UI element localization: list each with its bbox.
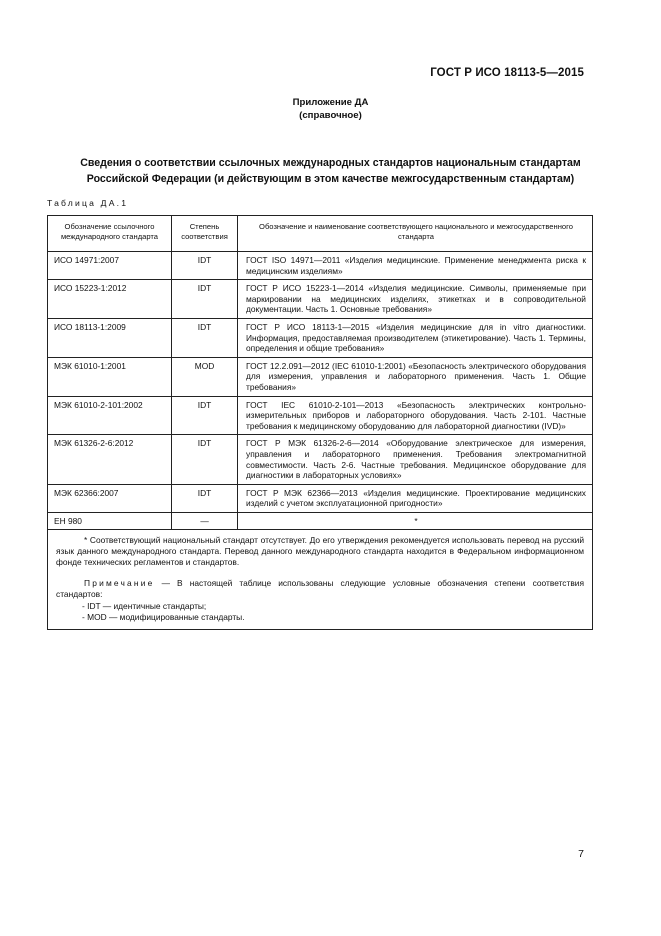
cell-reference: МЭК 61010-2-101:2002 [48,397,172,435]
table-notes [48,529,592,629]
cell-reference: ИСО 14971:2007 [48,252,172,279]
table-row [48,318,592,357]
note-list [56,601,584,623]
table-row [48,396,592,435]
cell-degree: IDT [172,397,238,435]
section-title [45,155,616,187]
note-item-idt: - IDT — идентичные стандарты; [82,601,207,612]
appendix-heading [0,96,661,122]
cell-national: ГОСТ ISO 14971—2011 «Изделия медицинские. Применение менеджмента риска к медицинским изделиям» [246,255,586,276]
cell-national: ГОСТ Р ИСО 15223-1—2014 «Изделия медицинские. Символы, применяемые при маркировании на медицинских изделиях, этикетках и в сопроводительной документации. Часть 1. Основные требования» [246,283,586,315]
table-row [48,279,592,318]
document-code: ГОСТ Р ИСО 18113-5—2015 [430,67,584,79]
header-degree: Степень соответствия [172,216,238,251]
cell-degree: MOD [172,358,238,396]
note-label: Примечание [84,578,155,589]
section-title-line-2: Российской Федерации (и действующим в этом качестве межгосударственным стандартам) [86,173,575,185]
cell-reference: ЕН 980 [48,513,172,530]
cell-national: ГОСТ Р МЭК 62366—2013 «Изделия медицинские. Проектирование медицинских изделий с учетом эксплуатационной пригодности» [246,487,586,509]
table-row [48,357,592,396]
cell-national: ГОСТ Р МЭК 61326-2-6—2014 «Оборудование электрическое для измерения, управления и лабораторного применения. Требования электромагнитной совместимости. Часть 2-6. Частные требования. Медицинское оборудование для диагностики в лабораторных условиях» [246,438,586,481]
cell-degree: IDT [172,485,238,512]
cell-reference: МЭК 61326-2-6:2012 [48,435,172,483]
note-text: — В настоящей таблице использованы следующие условные обозначения степени соответствия стандартов: [56,578,584,600]
header-national-standard: Обозначение и наименование соответствующего национального и межгосударственного стандарта [259,222,573,242]
table-caption: Таблица ДА.1 [47,198,129,208]
section-title-line-1: Сведения о соответствии ссылочных международных стандартов национальным стандартам [80,157,581,169]
header-reference-standard: Обозначение ссылочного международного стандарта [48,216,172,251]
cell-degree: IDT [172,319,238,357]
cell-reference: ИСО 15223-1:2012 [48,280,172,318]
cell-degree: IDT [172,252,238,279]
cell-reference: МЭК 62366:2007 [48,485,172,512]
cell-degree: — [172,513,238,530]
footnote: * Соответствующий национальный стандарт отсутствует. До его утверждения рекомендуется использовать перевод на русский язык данного международного стандарта. Перевод данного международного стандарта находится в Федеральном информационном фонде технических регламентов и стандартов. [56,535,584,568]
appendix-title: Приложение ДА [292,97,369,108]
correspondence-table [47,215,593,630]
cell-degree: IDT [172,435,238,483]
note-item-mod: - MOD — модифицированные стандарты. [82,612,245,623]
table-header-row [48,216,592,251]
cell-national: ГОСТ IEC 61010-2-101—2013 «Безопасность электрических контрольно-измерительных приборов и лабораторного оборудования. Часть 2-101. Частные требования к медицинскому оборудованию для лабораторной диагностики (IVD)» [246,399,586,431]
table-row [48,512,592,530]
note [56,578,584,600]
cell-national: * [414,515,418,526]
table-row [48,251,592,279]
cell-reference: ИСО 18113-1:2009 [48,319,172,357]
cell-national: ГОСТ 12.2.091—2012 (IEC 61010-1:2001) «Безопасность электрического оборудования для измерения, управления и лабораторного применения. Часть 1. Общие требования» [246,360,586,392]
appendix-subtitle: (справочное) [299,110,362,121]
cell-degree: IDT [172,280,238,318]
cell-reference: МЭК 61010-1:2001 [48,358,172,396]
page-number: 7 [578,848,584,860]
table-row [48,484,592,512]
cell-national: ГОСТ Р ИСО 18113-1—2015 «Изделия медицинские для in vitro диагностики. Информация, предоставляемая производителем (этикетирование). Часть 1. Термины, определения и общие требования» [246,321,586,354]
table-row [48,434,592,483]
